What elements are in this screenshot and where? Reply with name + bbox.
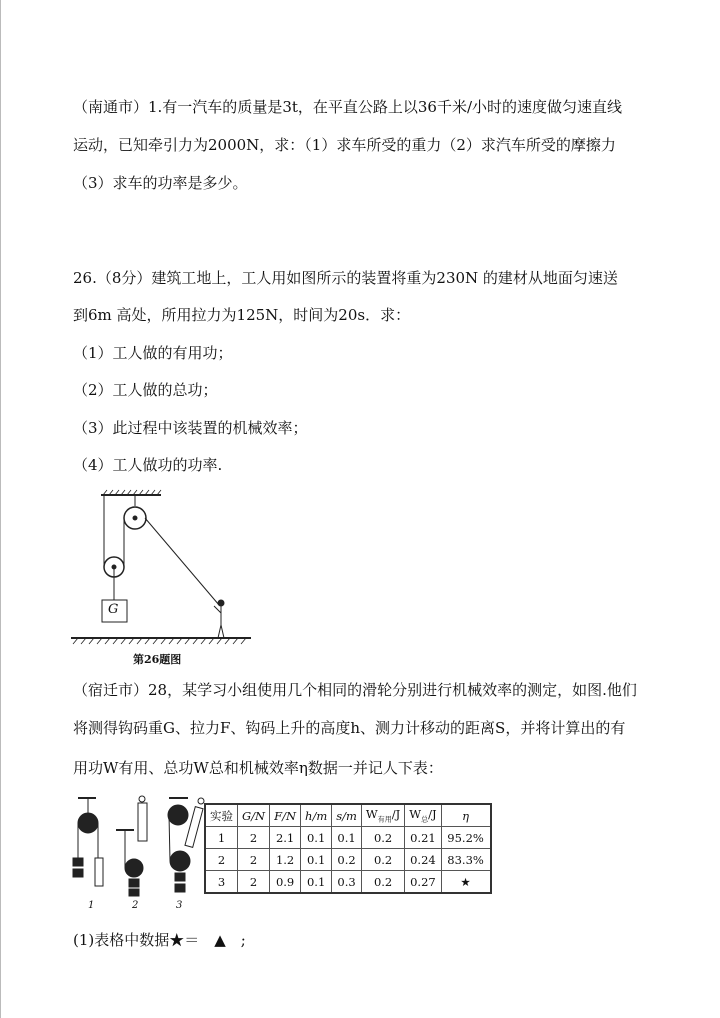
header-cell: F/N (270, 804, 301, 827)
setup-label: 2 (132, 900, 139, 911)
q1-line: （南通市）1.有一汽车的质量是3t，在平直公路上以36千米/小时的速度做匀速直线 (73, 98, 623, 116)
header-cell: $W_总/J$ (405, 804, 441, 827)
header-cell: s/m (332, 804, 362, 827)
weight-label: G (108, 602, 119, 617)
header-cell: G/N (238, 804, 270, 827)
q26-line: （2）工人做的总功； (73, 381, 218, 399)
q28-line: 用功W有用、总功W总和机械效率η数据一并记人下表： (73, 759, 443, 777)
q26-line: 26.（8分）建筑工地上，工人用如图所示的装置将重为230N 的建材从地面匀速送 (73, 269, 618, 287)
header-cell: $W_{有用}/J$ (361, 804, 404, 827)
pulley-setups-figure (66, 793, 206, 898)
q1-line: 运动，已知牵引力为2000N，求：（1）求车所受的重力（2）求汽车所受的摩擦力 (73, 136, 616, 154)
header-cell: h/m (301, 804, 332, 827)
q26-line: （1）工人做的有用功； (73, 344, 233, 362)
table-row: 3 2 0.9 0.1 0.3 0.2 0.27 ★ (205, 871, 491, 894)
q26-line: （4）工人做功的功率. (73, 456, 223, 474)
q26-line: （3）此过程中该装置的机械效率； (73, 419, 308, 437)
figure-caption: 第26题图 (133, 653, 182, 666)
q28-line: （宿迁市）28，某学习小组使用几个相同的滑轮分别进行机械效率的测定，如图.他们 (73, 681, 637, 699)
q28-line: 将测得钩码重G、拉力F、钩码上升的高度h、测力计移动的距离S，并将计算出的有 (73, 719, 626, 737)
setup-label: 3 (176, 900, 183, 911)
q1-line: （3）求车的功率是多少。 (73, 174, 248, 192)
header-cell: 实验 (205, 804, 238, 827)
header-cell: η (441, 804, 491, 827)
table-row: 2 2 1.2 0.1 0.2 0.2 0.24 83.3% (205, 849, 491, 871)
table-row: 1 2 2.1 0.1 0.1 0.2 0.21 95.2% (205, 827, 491, 849)
q26-line: 到6m 高处，所用拉力为125N，时间为20s．求： (73, 306, 411, 324)
table-header (205, 804, 491, 827)
data-table (204, 803, 492, 894)
setup-label: 1 (88, 900, 95, 911)
pulley-diagram (61, 480, 261, 655)
sub-question-1: (1)表格中数据★＝ ▲ ; (73, 931, 246, 949)
